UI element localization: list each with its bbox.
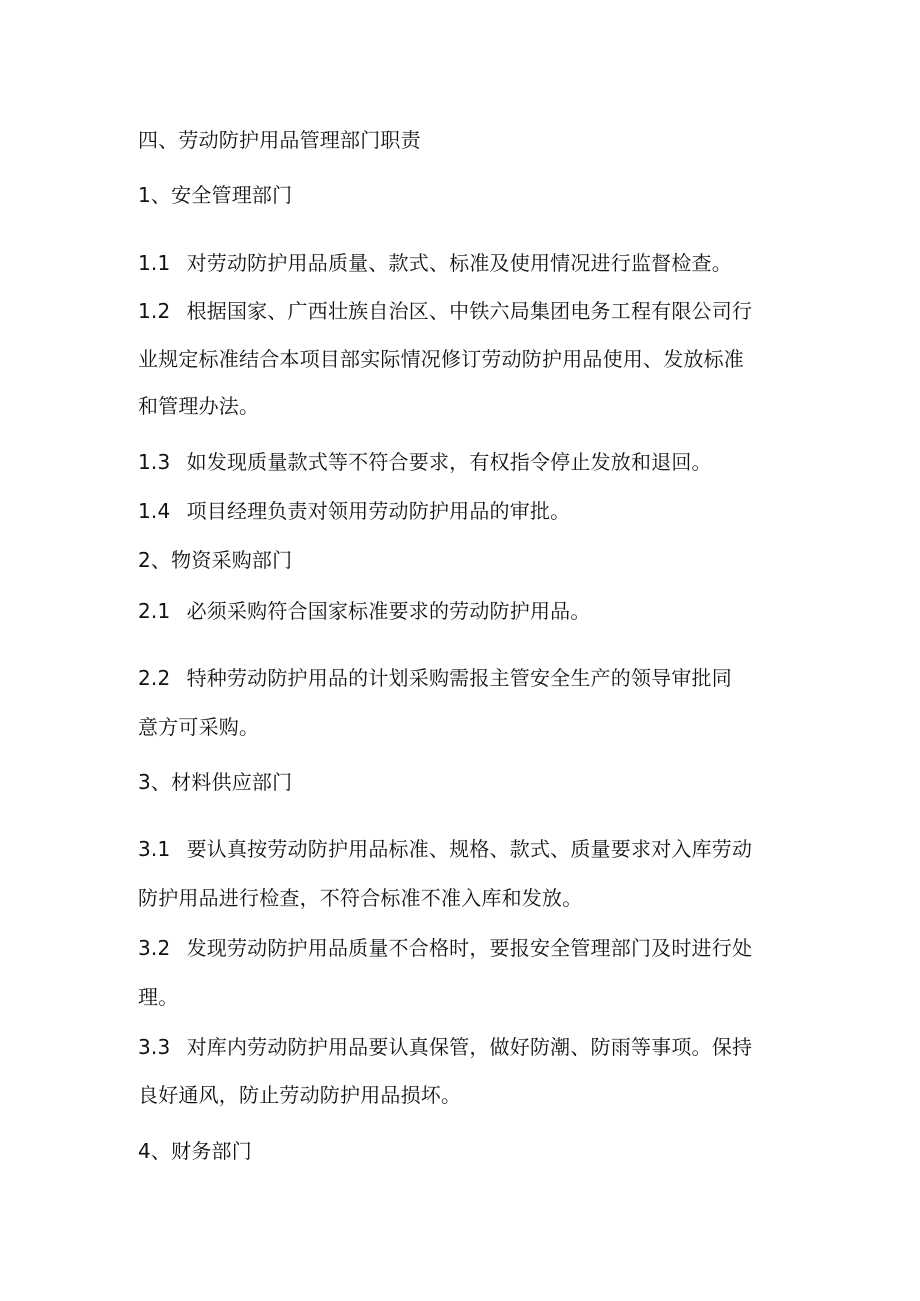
- item-text-continued: 防护用品进行检查，不符合标准不准入库和发放。: [138, 886, 583, 910]
- item-text: 如发现质量款式等不符合要求，有权指令停止发放和退回。: [186, 450, 712, 474]
- item-text: 根据国家、广西壮族自治区、中铁六局集团电务工程有限公司行: [186, 299, 753, 323]
- item-line: [138, 448, 712, 476]
- item-text: 对库内劳动防护用品要认真保管，做好防潮、防雨等事项。保持: [186, 1035, 753, 1059]
- item-number: 1.4: [138, 499, 171, 523]
- department-heading: 2、物资采购部门: [138, 548, 293, 572]
- item-line: [138, 597, 591, 625]
- item-text: 对劳动防护用品质量、款式、标准及使用情况进行监督检查。: [186, 251, 732, 275]
- item-number: 1.2: [138, 299, 171, 323]
- item-text: 要认真按劳动防护用品标准、规格、款式、质量要求对入库劳动: [186, 837, 753, 861]
- department-heading: 3、材料供应部门: [138, 770, 293, 794]
- item-number: 3.3: [138, 1035, 171, 1059]
- item-text: 项目经理负责对领用劳动防护用品的审批。: [186, 499, 571, 523]
- item-text-continued: 意方可采购。: [138, 715, 260, 739]
- item-number: 1.3: [138, 450, 171, 474]
- department-heading: 4、财务部门: [138, 1139, 252, 1163]
- item-line: [138, 249, 732, 277]
- item-line: [138, 835, 752, 863]
- item-text: 特种劳动防护用品的计划采购需报主管安全生产的领导审批同: [186, 666, 732, 690]
- item-text: 必须采购符合国家标准要求的劳动防护用品。: [186, 599, 591, 623]
- item-number: 1.1: [138, 251, 171, 275]
- section-title: 四、劳动防护用品管理部门职责: [138, 128, 421, 152]
- item-number: 2.2: [138, 666, 171, 690]
- item-text-continued: 良好通风，防止劳动防护用品损坏。: [138, 1083, 462, 1107]
- item-line: [138, 297, 752, 325]
- item-line: [138, 1033, 752, 1061]
- item-line: [138, 664, 732, 692]
- item-text-continued: 和管理办法。: [138, 394, 260, 418]
- item-number: 3.2: [138, 936, 171, 960]
- item-number: 2.1: [138, 599, 171, 623]
- item-line: [138, 497, 570, 525]
- item-text-continued: 理。: [138, 985, 179, 1009]
- item-text-continued: 业规定标准结合本项目部实际情况修订劳动防护用品使用、发放标准: [138, 347, 744, 371]
- department-heading: 1、安全管理部门: [138, 183, 293, 207]
- item-text: 发现劳动防护用品质量不合格时，要报安全管理部门及时进行处: [186, 936, 753, 960]
- item-number: 3.1: [138, 837, 171, 861]
- item-line: [138, 934, 752, 962]
